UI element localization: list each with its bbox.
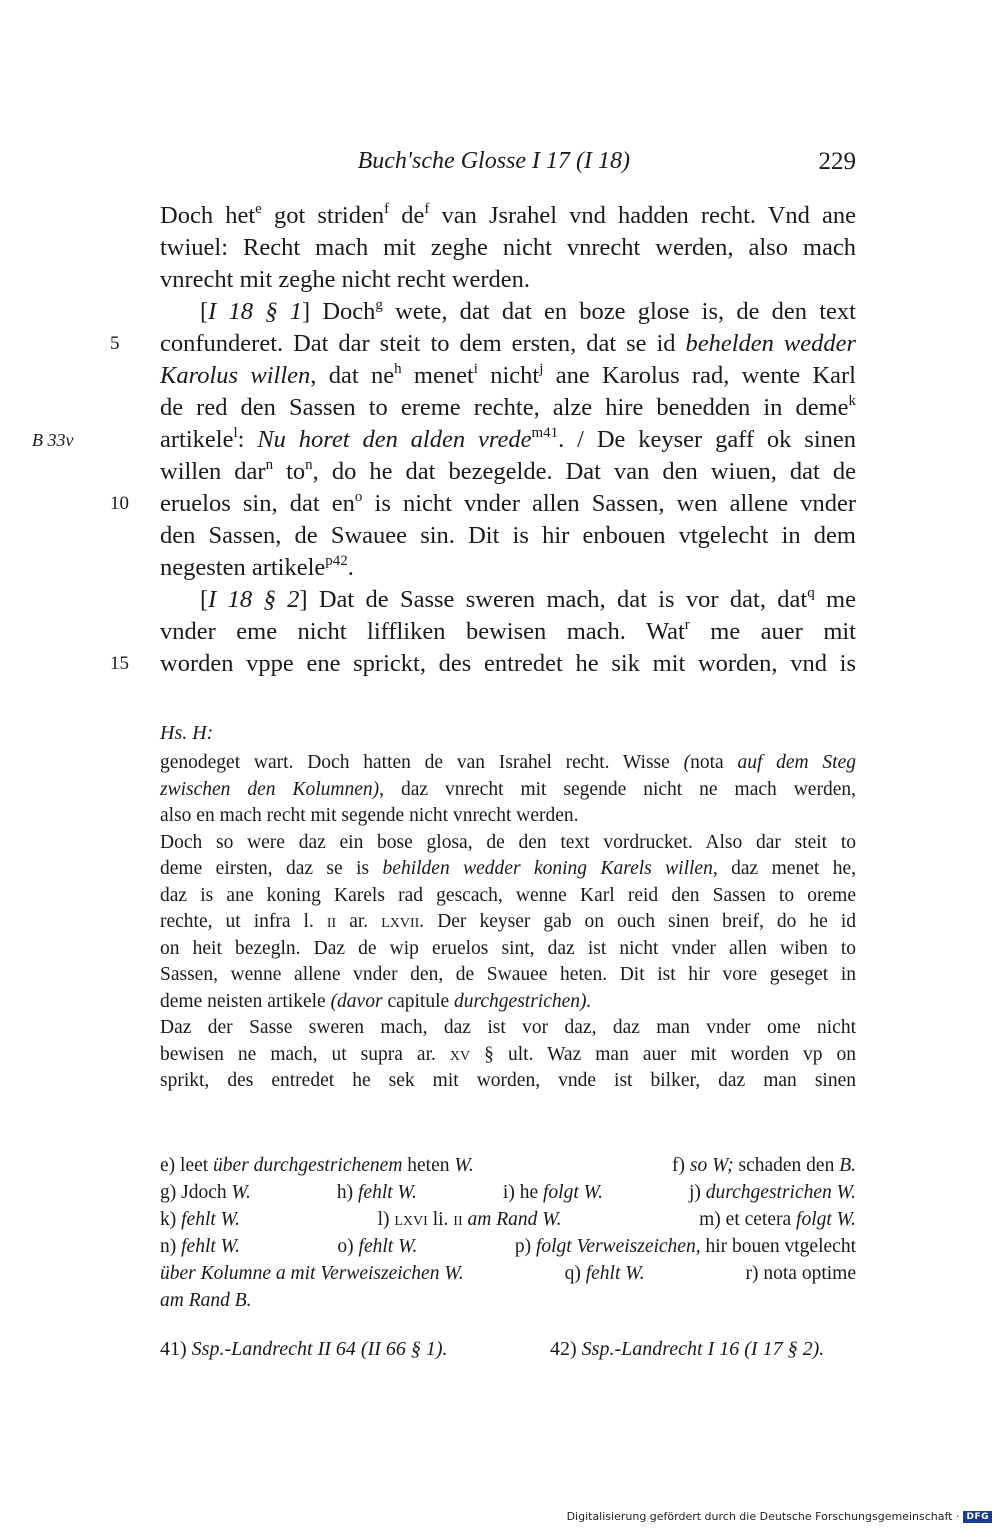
note-f: f) so W; schaden den B. [672, 1155, 856, 1176]
hs-line-5: deme eirsten, daz se is behilden wedder koning Karels willen, daz menet he, [160, 858, 856, 879]
note-m: m) et cetera folgt W. [699, 1209, 856, 1230]
credit-text: Digitalisierung gefördert durch die Deutsche Forschungsgemeinschaft · [566, 1510, 960, 1523]
note-e: e) leet über durchgestrichenem heten W. [160, 1155, 474, 1176]
text-line-8: B 33v artikele$^l$: Nu horet den alden vrede$^{m41}$. / De keyser gaff ok sinen [160, 424, 856, 456]
hs-line-7: rechte, ut infra l. ii ar. lxvii. Der keyser gab on ouch sinen breif, do he id [160, 911, 856, 932]
text-line-11: den Sassen, de Swauee sin. Dit is hir enbouen vtgelecht in dem [160, 522, 856, 549]
line-number: 5 [110, 333, 120, 354]
running-head [160, 148, 856, 178]
hs-line-12: bewisen ne mach, ut supra ar. xv § ult. Waz man auer mit worden vp on [160, 1043, 857, 1065]
note-q: q) fehlt W. [564, 1263, 645, 1284]
margin-note: B 33v [32, 430, 74, 450]
main-text [32, 200, 857, 680]
note-line-4 [160, 1233, 856, 1260]
note-p: p) folgt Verweiszeichen, hir bouen vtgelecht [514, 1236, 856, 1257]
text-line-4: [I 18 § 1] Doch$^g$ wete, dat dat en boze glose is, de den text [200, 297, 856, 325]
text-line-1: Doch het$^e$ got striden$^f$ $de^f$ van Jsrahel vnd hadden recht. Vnd ane [160, 201, 857, 229]
note-line-2 [160, 1179, 856, 1206]
hs-line-8: on heit bezegln. Daz de wip eruelos sint, daz ist nicht vnder allen wiben to [160, 937, 856, 959]
hs-label: Hs. H: [160, 722, 214, 744]
digitization-credit [567, 1510, 992, 1523]
note-line-5 [160, 1260, 856, 1287]
text-line-13: [I 18 § 2] Dat de Sasse sweren mach, dat is vor dat, dat$^q$ me [200, 585, 856, 613]
note-l: l) lxvi li. ii am Rand W. [377, 1209, 562, 1230]
source-references [160, 1338, 856, 1368]
page-number: 229 [818, 148, 856, 175]
hs-line-6: daz is ane koning Karels rad gescach, wenne Karl reid den Sassen to oreme [160, 884, 856, 906]
note-line-1 [160, 1152, 856, 1179]
critical-apparatus [160, 1152, 856, 1314]
dfg-logo-icon: DFG [963, 1511, 992, 1523]
text-line-14: vnder eme nicht liffliken bewisen mach. Wat$^r$ me auer mit [160, 617, 856, 645]
manuscript-h-apparatus [160, 720, 856, 1095]
hs-line-3: also en mach recht mit segende nicht vnrecht werden. [160, 805, 579, 826]
hs-line-1: genodeget wart. Doch hatten de van Israhel recht. Wisse (nota auf dem Steg [160, 752, 856, 773]
note-r: r) nota optime [745, 1263, 856, 1284]
note-n: n) fehlt W. [160, 1236, 240, 1257]
text-line-7: de red den Sassen to ereme rechte, alze hire benedden in deme$^k$ [160, 393, 856, 421]
text-line-6: Karolus willen, dat $ne^h$ menet$^i$ nicht$^j$ ane Karolus rad, wente Karl [160, 361, 856, 389]
note-k: k) fehlt W. [160, 1209, 240, 1230]
text-line-15: 15 worden vppe ene sprickt, des entredet he sik mit worden, vnd is [160, 648, 856, 680]
hs-line-4: Doch so were daz ein bose glosa, de den text vordrucket. Also dar steit to [160, 831, 856, 853]
note-h: h) fehlt W. [336, 1182, 417, 1203]
text-line-2: twiuel: Recht mach mit zeghe nicht vnrecht werden, also mach [160, 234, 856, 261]
hs-line-9: Sassen, wenne allene vnder den, de Swauee heten. Dit ist hir vore geseget in [160, 964, 856, 985]
line-number: 10 [110, 493, 129, 514]
note-i: i) he folgt W. [502, 1182, 603, 1203]
text-line-9: willen dar$^n$ $to^n$, do he dat bezegelde. Dat van den wiuen, dat de [160, 457, 856, 485]
note-j: j) durchgestrichen W. [688, 1182, 856, 1203]
text-line-3: vnrecht mit zeghe nicht recht werden. [160, 266, 531, 293]
reference-41: 41) Ssp.-Landrecht II 64 (II 66 § 1). [160, 1338, 448, 1360]
text-line-5: 5 confunderet. Dat dar steit to dem ersten, dat se id behelden wedder [160, 328, 856, 360]
hs-line-11: Daz der Sasse sweren mach, daz ist vor daz, daz man vnder ome nicht [160, 1017, 856, 1038]
hs-line-13: sprikt, des entredet he sek mit worden, vnde ist bilker, daz man sinen [160, 1070, 856, 1091]
line-number: 15 [110, 653, 129, 674]
hs-line-10: deme neisten artikele (davor capitule durchgestrichen). [160, 990, 592, 1012]
running-title: Buch'sche Glosse I 17 (I 18) [357, 148, 630, 174]
text-line-12: negesten artikele$^{p42}$. [160, 553, 354, 581]
text-line-10: 10 eruelos sin, dat $en^o$ is nicht vnder allen Sassen, wen allene vnder [160, 488, 856, 520]
note-p-cont: über Kolumne a mit Verweiszeichen W. [160, 1263, 464, 1284]
note-g: g) Jdoch W. [160, 1182, 251, 1203]
note-line-3 [160, 1206, 856, 1233]
note-r-cont: am Rand B. [160, 1290, 252, 1311]
reference-42: 42) Ssp.-Landrecht I 16 (I 17 § 2). [550, 1338, 825, 1360]
note-line-6 [160, 1287, 856, 1314]
note-o: o) fehlt W. [337, 1236, 418, 1257]
hs-line-2: zwischen den Kolumnen), daz vnrecht mit segende nicht ne mach werden, [160, 778, 856, 800]
